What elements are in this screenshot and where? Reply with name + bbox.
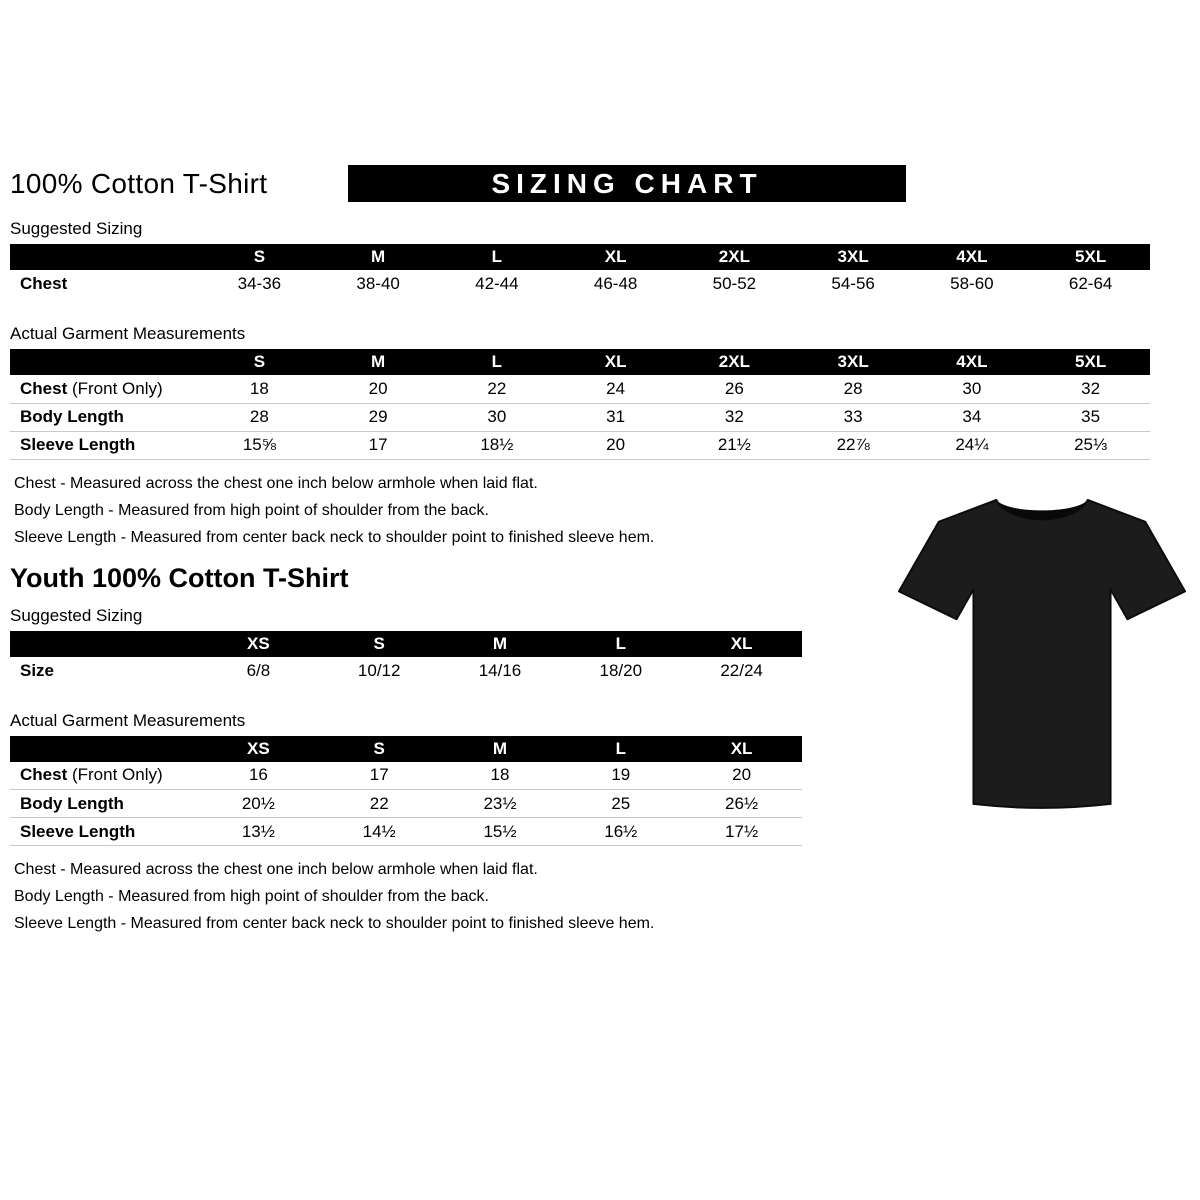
column-header-xs: XS — [198, 736, 319, 762]
youth-section-title: Youth 100% Cotton T-Shirt — [10, 562, 349, 593]
youth-actual-measurements-table — [10, 736, 802, 847]
measurement-cell: 58-60 — [950, 274, 994, 293]
header-corner-cell — [10, 244, 200, 270]
measurement-cell: 19 — [560, 762, 681, 790]
row-label: Body Length — [10, 403, 200, 431]
youth-suggested-sizing-label: Suggested Sizing — [10, 605, 143, 625]
measurement-cell: 26 — [675, 375, 794, 403]
table-header-row — [10, 349, 1150, 375]
measurement-cell: 22⅞ — [794, 431, 913, 459]
black-tshirt-image — [893, 478, 1191, 816]
measurement-cell: 20 — [319, 375, 438, 403]
column-header-l: L — [438, 244, 557, 270]
row-label: Body Length — [10, 790, 198, 818]
measurement-cell: 18/20 — [599, 660, 643, 680]
measurement-cell: 25 — [560, 790, 681, 818]
column-header-4xl: 4XL — [913, 244, 1032, 270]
measurement-cell: 13½ — [198, 818, 319, 846]
sizing-chart-banner: SIZING CHART — [348, 165, 906, 202]
row-label: Sleeve Length — [10, 431, 200, 459]
row-label: Size — [20, 660, 55, 680]
column-header-l: L — [560, 736, 681, 762]
youth-actual-measurements-label: Actual Garment Measurements — [10, 710, 246, 730]
measurement-cell: 25⅓ — [1031, 431, 1150, 459]
measurement-note: Body Length - Measured from high point of shoulder from the back. — [14, 888, 489, 905]
adult-suggested-sizing-table — [10, 244, 1150, 298]
measurement-cell: 28 — [200, 403, 319, 431]
column-header-3xl: 3XL — [794, 244, 913, 270]
page-header — [10, 165, 1200, 207]
measurement-cell: 15⅝ — [200, 431, 319, 459]
measurement-cell: 30 — [913, 375, 1032, 403]
column-header-2xl: 2XL — [675, 244, 794, 270]
measurement-cell: 62-64 — [1068, 274, 1113, 293]
column-header-m: M — [319, 349, 438, 375]
measurement-cell: 22 — [438, 375, 557, 403]
measurement-note: Sleeve Length - Measured from center back neck to shoulder point to finished sleeve hem. — [14, 528, 655, 546]
column-header-5xl: 5XL — [1031, 244, 1150, 270]
column-header-xl: XL — [681, 631, 802, 657]
measurement-note: Sleeve Length - Measured from center back neck to shoulder point to finished sleeve hem. — [14, 915, 655, 932]
measurement-cell: 17 — [319, 762, 440, 790]
column-header-s: S — [200, 244, 319, 270]
measurement-note: Chest - Measured across the chest one inch below armhole when laid flat. — [14, 861, 538, 878]
measurement-cell: 32 — [675, 403, 794, 431]
measurement-cell: 29 — [319, 403, 438, 431]
measurement-cell: 33 — [794, 403, 913, 431]
page-title: 100% Cotton T-Shirt — [10, 168, 268, 199]
measurement-cell: 14½ — [319, 818, 440, 846]
row-label: Chest — [20, 274, 68, 293]
measurement-cell: 34-36 — [237, 274, 282, 293]
measurement-cell: 24¼ — [913, 431, 1032, 459]
table-row — [10, 762, 802, 790]
column-header-xl: XL — [681, 736, 802, 762]
measurement-cell: 18 — [200, 375, 319, 403]
measurement-cell: 16½ — [560, 818, 681, 846]
column-header-s: S — [200, 349, 319, 375]
measurement-cell: 23½ — [440, 790, 561, 818]
header-corner-cell — [10, 631, 198, 657]
table-row — [10, 818, 802, 846]
youth-suggested-sizing-table — [10, 631, 802, 685]
column-header-m: M — [440, 736, 561, 762]
table-row — [10, 270, 1150, 298]
measurement-cell: 15½ — [440, 818, 561, 846]
table-row — [10, 375, 1150, 403]
measurement-cell: 17 — [319, 431, 438, 459]
row-label: Sleeve Length — [10, 818, 198, 846]
measurement-cell: 38-40 — [356, 274, 400, 293]
table-row — [10, 403, 1150, 431]
column-header-xs: XS — [198, 631, 319, 657]
measurement-cell: 20 — [556, 431, 675, 459]
table-row — [10, 657, 802, 685]
column-header-2xl: 2XL — [675, 349, 794, 375]
measurement-cell: 26½ — [681, 790, 802, 818]
measurement-cell: 24 — [556, 375, 675, 403]
row-label: Chest (Front Only) — [10, 762, 198, 790]
measurement-cell: 16 — [198, 762, 319, 790]
column-header-l: L — [560, 631, 681, 657]
column-header-5xl: 5XL — [1031, 349, 1150, 375]
measurement-cell: 54-56 — [831, 274, 875, 293]
table-header-row — [10, 631, 802, 657]
measurement-cell: 50-52 — [712, 274, 757, 293]
measurement-cell: 6/8 — [246, 660, 271, 680]
table-row — [10, 790, 802, 818]
measurement-cell: 34 — [913, 403, 1032, 431]
column-header-3xl: 3XL — [794, 349, 913, 375]
header-corner-cell — [10, 736, 198, 762]
measurement-cell: 28 — [794, 375, 913, 403]
column-header-m: M — [440, 631, 561, 657]
measurement-cell: 20 — [681, 762, 802, 790]
measurement-cell: 18½ — [438, 431, 557, 459]
measurement-cell: 30 — [438, 403, 557, 431]
table-header-row — [10, 736, 802, 762]
measurement-cell: 20½ — [198, 790, 319, 818]
measurement-cell: 22/24 — [720, 660, 763, 680]
column-header-m: M — [319, 244, 438, 270]
column-header-xl: XL — [556, 349, 675, 375]
header-corner-cell — [10, 349, 200, 375]
table-row — [10, 431, 1150, 459]
adult-actual-measurements-label: Actual Garment Measurements — [10, 324, 246, 343]
column-header-xl: XL — [556, 244, 675, 270]
adult-suggested-sizing-label: Suggested Sizing — [10, 219, 143, 238]
measurement-cell: 46-48 — [593, 274, 638, 293]
column-header-l: L — [438, 349, 557, 375]
measurement-cell: 22 — [319, 790, 440, 818]
measurement-cell: 21½ — [675, 431, 794, 459]
measurement-cell: 14/16 — [478, 660, 522, 680]
measurement-note: Body Length - Measured from high point of shoulder from the back. — [14, 501, 489, 519]
measurement-cell: 42-44 — [475, 274, 519, 293]
measurement-cell: 10/12 — [357, 660, 401, 680]
measurement-cell: 18 — [440, 762, 561, 790]
youth-measurement-notes — [10, 861, 1200, 933]
row-label: Chest (Front Only) — [10, 375, 200, 403]
measurement-cell: 32 — [1031, 375, 1150, 403]
measurement-note: Chest - Measured across the chest one inch below armhole when laid flat. — [14, 474, 538, 492]
table-header-row — [10, 244, 1150, 270]
column-header-4xl: 4XL — [913, 349, 1032, 375]
adult-actual-measurements-table — [10, 349, 1150, 460]
measurement-cell: 17½ — [681, 818, 802, 846]
measurement-cell: 35 — [1031, 403, 1150, 431]
column-header-s: S — [319, 736, 440, 762]
measurement-cell: 31 — [556, 403, 675, 431]
column-header-s: S — [319, 631, 440, 657]
